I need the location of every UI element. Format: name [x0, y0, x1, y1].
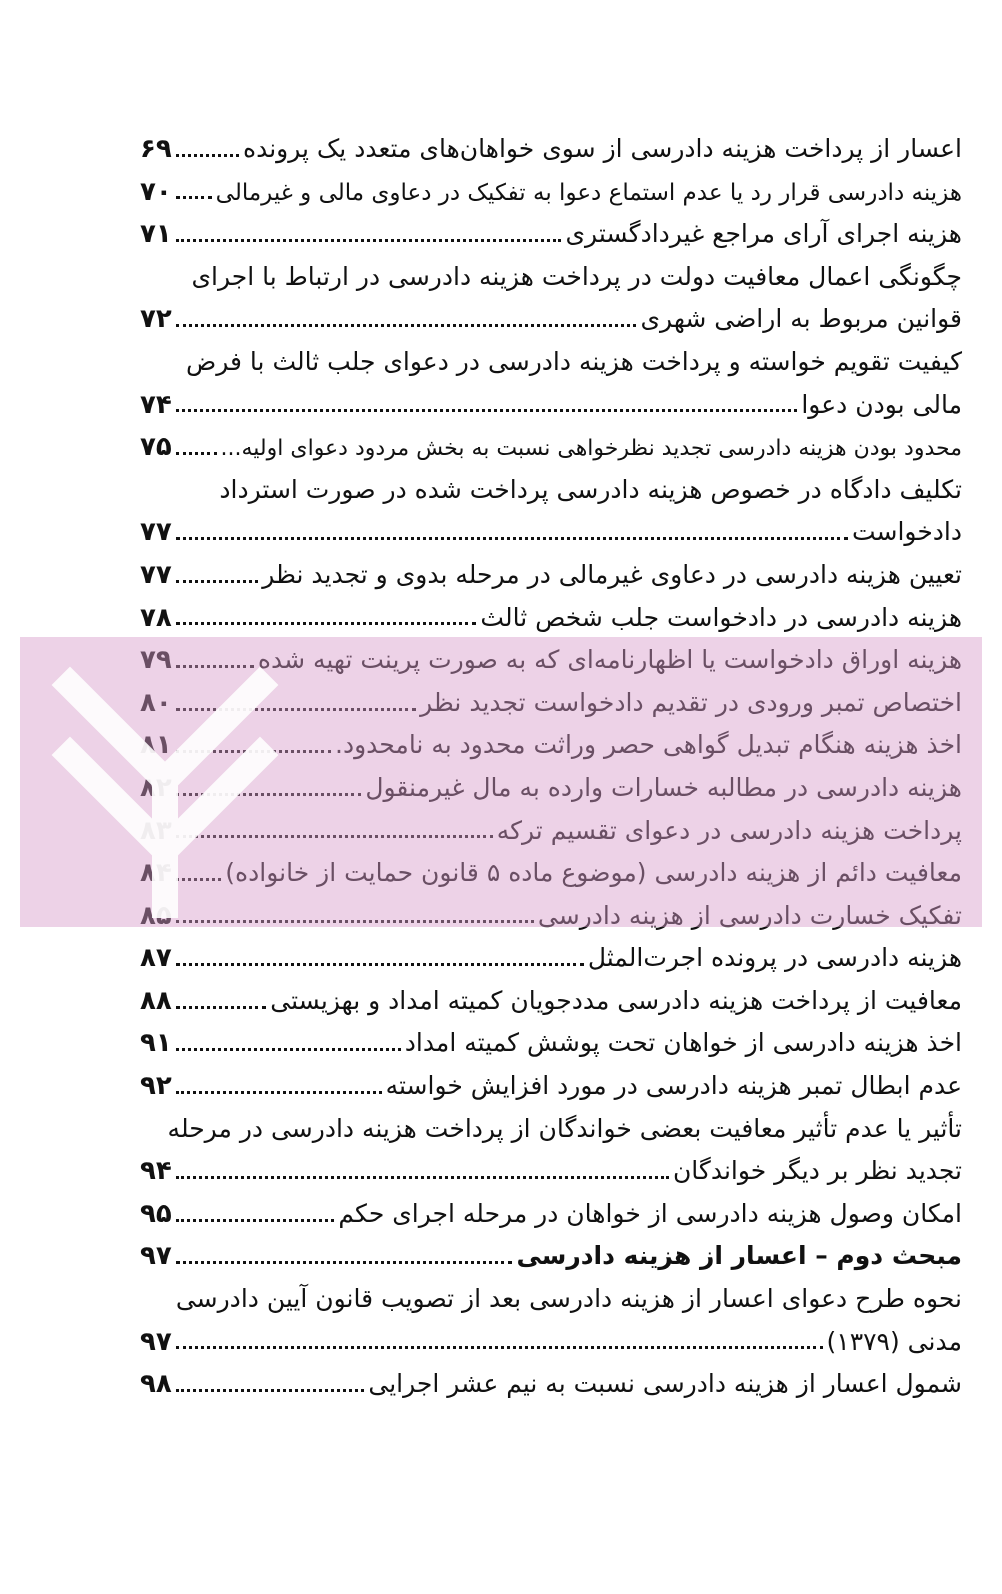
toc-entry: [140, 256, 962, 341]
toc-entry: [140, 767, 962, 810]
toc-entry-title: تفکیک خسارت دادرسی از هزینه دادرسی: [537, 900, 962, 930]
dot-leader: [176, 1048, 401, 1051]
dot-leader: [176, 324, 637, 327]
toc-page-number: ۹۱: [140, 1028, 172, 1059]
dot-leader: [176, 154, 239, 157]
toc-entry-title-line: نحوه طرح دعوای اعسار از هزینه دادرسی بعد از تصویب قانون آیین دادرسی: [175, 1284, 962, 1314]
toc-entry: [140, 1022, 962, 1065]
toc-entry: [140, 554, 962, 597]
toc-entry: [140, 1193, 962, 1236]
toc-entry-title: پرداخت هزینه دادرسی در دعوای تقسیم ترکه: [496, 815, 962, 845]
toc-page-number: ۸۵: [140, 900, 172, 931]
toc-page-number: ۹۸: [140, 1369, 172, 1400]
toc-page-number: ۷۷: [140, 517, 172, 548]
toc-page-number: ۶۹: [140, 134, 172, 164]
toc-page-number: ۸۷: [140, 943, 172, 974]
dot-leader: [176, 750, 331, 753]
toc-page-number: ۷۱: [140, 219, 172, 250]
toc-entry: [140, 341, 962, 426]
dot-leader: [176, 409, 798, 412]
toc-entry-title: اخذ هزینه هنگام تبدیل گواهی حصر وراثت محدود به نامحدود.: [335, 730, 962, 760]
toc-page-number: ۹۲: [140, 1071, 172, 1102]
toc-entry-title: هزینه اوراق دادخواست یا اظهارنامه‌ای که به صورت پرینت تهیه شده: [257, 645, 962, 675]
dot-leader: [176, 537, 848, 540]
toc-page-number: ۷۹: [140, 645, 172, 676]
toc-entry: [140, 171, 962, 214]
toc-page-number: ۷۷: [140, 559, 172, 590]
toc-entry: [140, 1363, 962, 1406]
toc-entry: [140, 980, 962, 1023]
toc-entry-title: تعیین هزینه دادرسی در دعاوی غیرمالی در مرحله بدوی و تجدید نظر: [262, 559, 962, 589]
dot-leader: [176, 239, 562, 242]
toc-entry-title-line: کیفیت تقویم خواسته و پرداخت هزینه دادرسی در دعوای جلب ثالث با فرض: [186, 346, 962, 376]
toc-page-number: ۸۱: [140, 730, 172, 761]
dot-leader: [176, 1176, 669, 1179]
toc-page-number: ۸۲: [140, 772, 172, 803]
dot-leader: [176, 196, 212, 199]
dot-leader: [176, 1091, 382, 1094]
toc-page-number: ۸۰: [140, 687, 172, 718]
toc-entry: [140, 128, 962, 171]
dot-leader: [176, 1219, 335, 1222]
toc-entry-title: اعسار از پرداخت هزینه دادرسی از سوی خواهان‌های متعدد یک پرونده: [242, 134, 962, 163]
toc-entry-title-line: چگونگی اعمال معافیت دولت در پرداخت هزینه دادرسی در ارتباط با اجرای: [191, 261, 962, 291]
toc-entry-title: شمول اعسار از هزینه دادرسی نسبت به نیم عشر اجرایی: [368, 1369, 962, 1399]
toc-page-number: ۸۳: [140, 815, 172, 846]
dot-leader: [176, 665, 254, 668]
dot-leader: [176, 1389, 365, 1392]
toc-entry-title: قوانین مربوط به اراضی شهری: [640, 304, 962, 334]
toc-entry: [140, 1108, 962, 1193]
toc-page-number: ۷۵: [140, 432, 172, 463]
toc-entry: [140, 597, 962, 640]
toc-page-number: ۹۷: [140, 1326, 172, 1357]
toc-entry-title: مبحث دوم – اعسار از هزینه دادرسی: [516, 1241, 962, 1271]
toc-page-number: ۷۲: [140, 304, 172, 335]
toc-entry-title: اخذ هزینه دادرسی از خواهان تحت پوشش کمیته امداد: [404, 1028, 962, 1058]
dot-leader: [176, 835, 493, 838]
toc-entry-title: مالی بودن دعوا: [801, 389, 962, 419]
dot-leader: [176, 793, 362, 796]
dot-leader: [176, 963, 584, 966]
toc-entry-title: هزینه دادرسی قرار رد یا عدم استماع دعوا به تفکیک در دعاوی مالی و غیرمالی: [215, 179, 962, 206]
toc-entry-title: هزینه اجرای آرای مراجع غیردادگستری: [565, 219, 962, 249]
dot-leader: [176, 708, 416, 711]
toc-entry-title: هزینه دادرسی در مطالبه خسارات وارده به مال غیرمنقول: [365, 772, 962, 802]
toc-page-number: ۷۸: [140, 602, 172, 633]
toc-section-heading: [140, 1235, 962, 1278]
toc-entry-title-line: تکلیف دادگاه در خصوص هزینه دادرسی پرداخت شده در صورت استرداد: [219, 474, 962, 504]
toc-page-number: ۷۰: [140, 176, 172, 207]
toc-entry-title: تجدید نظر بر دیگر خواندگان: [672, 1156, 962, 1186]
dot-leader: [176, 1006, 266, 1009]
dot-leader: [176, 878, 222, 881]
toc-page-number: ۹۷: [140, 1241, 172, 1272]
toc-entry: [140, 213, 962, 256]
toc-entry: [140, 1065, 962, 1108]
toc-entry: [140, 639, 962, 682]
toc-entry-title: اختصاص تمبر ورودی در تقدیم دادخواست تجدید نظر: [420, 687, 962, 717]
toc-entry-title: معافیت از پرداخت هزینه دادرسی مددجویان کمیته امداد و بهزیستی: [270, 985, 962, 1015]
dot-leader: [176, 920, 534, 923]
toc-entry-title: هزینه دادرسی در دادخواست جلب شخص ثالث: [480, 602, 962, 632]
table-of-contents: [140, 128, 962, 1406]
toc-entry-title: امکان وصول هزینه دادرسی از خواهان در مرحله اجرای حکم: [338, 1198, 962, 1228]
toc-entry-title: عدم ابطال تمبر هزینه دادرسی در مورد افزایش خواسته: [385, 1071, 962, 1101]
toc-entry: [140, 426, 962, 469]
dot-leader: [176, 580, 258, 583]
toc-entry: [140, 1278, 962, 1363]
toc-entry: [140, 852, 962, 895]
dot-leader: [176, 452, 217, 455]
toc-entry: [140, 682, 962, 725]
toc-page-number: ۸۴: [140, 858, 172, 889]
toc-entry: [140, 895, 962, 938]
toc-entry-title: دادخواست: [851, 517, 962, 547]
toc-entry: [140, 469, 962, 554]
toc-entry: [140, 724, 962, 767]
toc-page-number: ۷۴: [140, 389, 172, 420]
toc-page-number: ۹۵: [140, 1198, 172, 1229]
toc-entry-title: معافیت دائم از هزینه دادرسی (موضوع ماده ۵ قانون حمایت از خانواده): [225, 858, 962, 888]
dot-leader: [176, 1346, 823, 1349]
toc-entry-title-line: تأثیر یا عدم تأثیر معافیت بعضی خواندگان از پرداخت هزینه دادرسی در مرحله: [167, 1113, 962, 1143]
toc-entry: [140, 810, 962, 853]
toc-page-number: ۹۴: [140, 1156, 172, 1187]
toc-entry-title: هزینه دادرسی در پرونده اجرت‌المثل: [587, 943, 962, 973]
toc-entry-title: محدود بودن هزینه دادرسی تجدید نظرخواهی نسبت به بخش مردود دعوای اولیه...: [220, 436, 962, 462]
dot-leader: [176, 1261, 513, 1264]
toc-page-number: ۸۸: [140, 985, 172, 1016]
toc-entry-title: مدنی (۱۳۷۹): [826, 1326, 962, 1356]
toc-entry: [140, 937, 962, 980]
dot-leader: [176, 622, 477, 625]
